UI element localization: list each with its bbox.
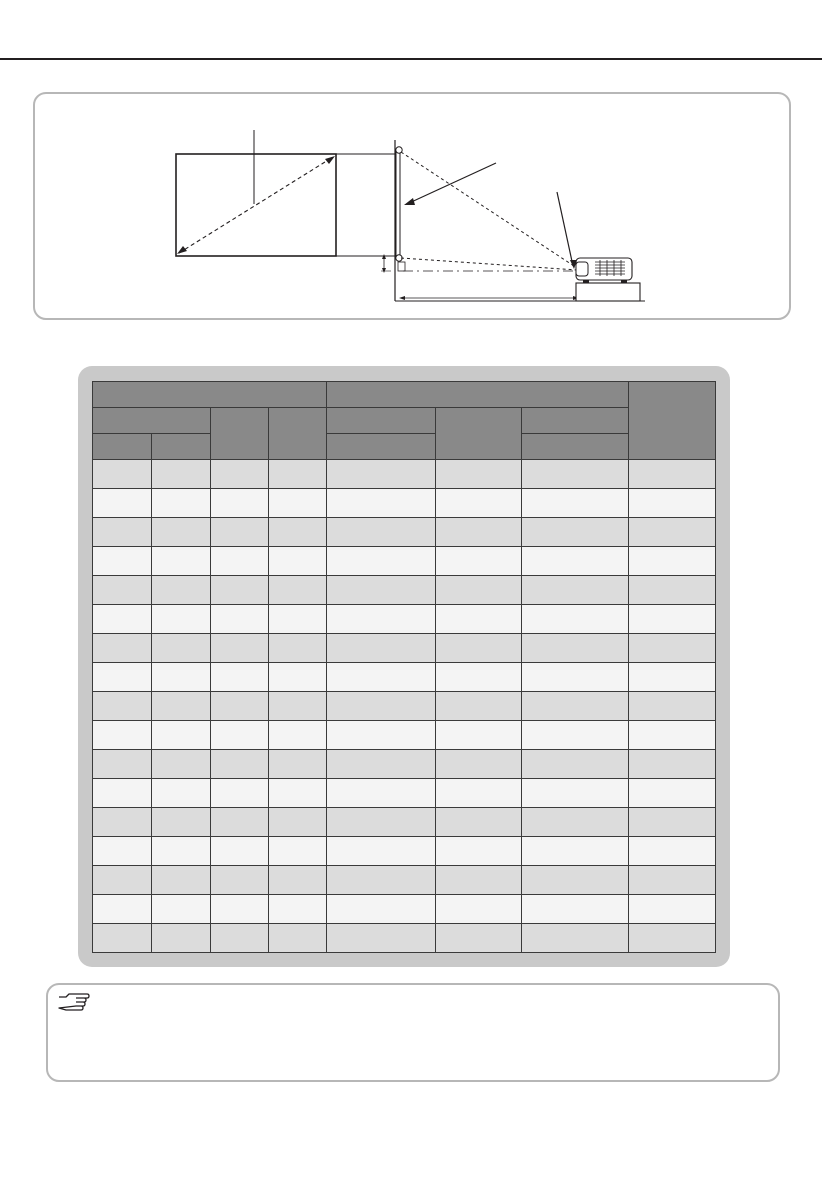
table-cell: [152, 837, 211, 866]
table-row: [93, 576, 716, 605]
table-cell: [152, 924, 211, 953]
table-cell: [211, 518, 269, 547]
table-cell: [211, 779, 269, 808]
table-cell: [436, 634, 522, 663]
table-cell: [269, 750, 327, 779]
table-cell: [629, 489, 716, 518]
screen-diagonal-arrow: [179, 157, 333, 253]
table-cell: [211, 576, 269, 605]
table-cell: [436, 924, 522, 953]
table-row: [93, 489, 716, 518]
table-cell: [629, 547, 716, 576]
table-cell: [93, 634, 152, 663]
table-cell: [152, 721, 211, 750]
screen-image-box: [176, 154, 336, 256]
table-cell: [629, 924, 716, 953]
note-panel: [46, 983, 780, 1082]
table-cell: [211, 750, 269, 779]
table-cell: [93, 808, 152, 837]
table-cell: [327, 808, 436, 837]
table-cell: [522, 518, 629, 547]
table-row: [93, 518, 716, 547]
table-row: [93, 605, 716, 634]
header-diagonal: [93, 408, 211, 434]
top-rule: [0, 58, 822, 60]
screen-base-block: [398, 262, 405, 271]
table-row: [93, 924, 716, 953]
projection-dimensions-table-panel: [78, 366, 730, 967]
table-cell: [436, 779, 522, 808]
table-cell: [152, 547, 211, 576]
table-cell: [522, 605, 629, 634]
table-cell: [152, 692, 211, 721]
table-row: [93, 808, 716, 837]
table-cell: [269, 866, 327, 895]
table-cell: [93, 866, 152, 895]
screen-side-view: [396, 151, 400, 258]
table-cell: [522, 866, 629, 895]
table-cell: [269, 460, 327, 489]
table-cell: [93, 547, 152, 576]
table-cell: [93, 779, 152, 808]
table-cell: [522, 460, 629, 489]
table-cell: [436, 692, 522, 721]
table-cell: [629, 518, 716, 547]
table-row: [93, 692, 716, 721]
table-cell: [629, 808, 716, 837]
table-cell: [522, 808, 629, 837]
table-cell: [522, 489, 629, 518]
table-cell: [327, 518, 436, 547]
table-cell: [629, 605, 716, 634]
table-cell: [327, 750, 436, 779]
header-diagonal-mm: [152, 434, 211, 460]
table-cell: [436, 518, 522, 547]
table-cell: [436, 895, 522, 924]
table-cell: [629, 866, 716, 895]
header-min-distance: [327, 408, 436, 434]
header-max-distance: [522, 408, 629, 434]
table-cell: [327, 547, 436, 576]
table-cell: [211, 547, 269, 576]
table-cell: [629, 895, 716, 924]
table-cell: [152, 489, 211, 518]
table-cell: [269, 808, 327, 837]
table-cell: [93, 576, 152, 605]
table-cell: [152, 779, 211, 808]
table-row: [93, 779, 716, 808]
table-cell: [152, 808, 211, 837]
table-row: [93, 866, 716, 895]
table-cell: [269, 721, 327, 750]
table-cell: [629, 837, 716, 866]
table-cell: [93, 895, 152, 924]
header-diagonal-inch: [93, 434, 152, 460]
table-cell: [93, 692, 152, 721]
table-cell: [269, 837, 327, 866]
table-cell: [629, 779, 716, 808]
table-cell: [211, 924, 269, 953]
table-cell: [436, 663, 522, 692]
table-cell: [436, 808, 522, 837]
table-cell: [629, 663, 716, 692]
table-cell: [211, 605, 269, 634]
table-cell: [211, 692, 269, 721]
table-cell: [93, 837, 152, 866]
table-cell: [436, 576, 522, 605]
table-cell: [436, 750, 522, 779]
table-cell: [211, 837, 269, 866]
table-cell: [522, 837, 629, 866]
table-cell: [269, 692, 327, 721]
table-cell: [436, 866, 522, 895]
projector-icon: [576, 258, 632, 283]
table-cell: [93, 750, 152, 779]
table-cell: [269, 895, 327, 924]
table-cell: [152, 866, 211, 895]
table-cell: [629, 576, 716, 605]
header-average: [436, 408, 522, 460]
table-body: [93, 460, 716, 953]
table-cell: [211, 663, 269, 692]
table-cell: [327, 837, 436, 866]
table-cell: [522, 721, 629, 750]
table-cell: [93, 721, 152, 750]
table-cell: [269, 663, 327, 692]
table-cell: [327, 663, 436, 692]
table-cell: [629, 460, 716, 489]
table-cell: [152, 460, 211, 489]
table-cell: [629, 692, 716, 721]
table-row: [93, 634, 716, 663]
table-cell: [522, 634, 629, 663]
table-cell: [629, 634, 716, 663]
table-cell: [152, 576, 211, 605]
table-cell: [93, 518, 152, 547]
table-cell: [327, 924, 436, 953]
table-cell: [152, 895, 211, 924]
table-cell: [93, 489, 152, 518]
lens-callout-arrow: [557, 192, 573, 266]
table-cell: [522, 576, 629, 605]
header-width: [269, 408, 327, 460]
projection-diagram-panel: [33, 92, 791, 320]
table-cell: [327, 866, 436, 895]
beam-bottom-line: [401, 258, 577, 270]
header-max-zoom: [522, 434, 629, 460]
table-cell: [522, 547, 629, 576]
table-row: [93, 895, 716, 924]
table-cell: [436, 547, 522, 576]
table-cell: [211, 460, 269, 489]
table-cell: [269, 489, 327, 518]
header-projection-distance: [327, 382, 629, 408]
header-screen-size: [93, 382, 327, 408]
table-cell: [327, 779, 436, 808]
table-cell: [436, 460, 522, 489]
table-cell: [93, 605, 152, 634]
header-vertical-offset: [629, 382, 716, 460]
table-cell: [522, 692, 629, 721]
table-row: [93, 460, 716, 489]
table-cell: [327, 460, 436, 489]
table-cell: [327, 721, 436, 750]
table-cell: [436, 721, 522, 750]
table-cell: [522, 750, 629, 779]
diagonal-arrowhead-top-right: [325, 156, 335, 164]
table-row: [93, 663, 716, 692]
table-cell: [152, 518, 211, 547]
diagonal-arrowhead-bottom-left: [177, 246, 187, 254]
table-cell: [211, 895, 269, 924]
table-row: [93, 837, 716, 866]
table-cell: [522, 895, 629, 924]
table-cell: [211, 634, 269, 663]
table-cell: [327, 634, 436, 663]
table-cell: [327, 489, 436, 518]
header-height: [211, 408, 269, 460]
table-cell: [211, 866, 269, 895]
table-cell: [522, 663, 629, 692]
beam-top-line: [401, 152, 577, 268]
table-cell: [152, 750, 211, 779]
table-cell: [269, 518, 327, 547]
header-min-zoom: [327, 434, 436, 460]
table-cell: [327, 692, 436, 721]
table-cell: [522, 924, 629, 953]
table-cell: [436, 489, 522, 518]
table-cell: [327, 576, 436, 605]
table-cell: [436, 605, 522, 634]
projection-dimensions-table: [92, 381, 716, 953]
screen-callout-arrow: [407, 163, 496, 204]
table-cell: [327, 605, 436, 634]
table-row: [93, 547, 716, 576]
table-row: [93, 750, 716, 779]
table-cell: [522, 779, 629, 808]
table-row: [93, 721, 716, 750]
projection-diagram: [35, 94, 793, 322]
table-cell: [269, 605, 327, 634]
table-cell: [211, 721, 269, 750]
table-cell: [152, 663, 211, 692]
table-cell: [327, 895, 436, 924]
table-cell: [152, 634, 211, 663]
table-cell: [269, 779, 327, 808]
table-cell: [269, 924, 327, 953]
table-cell: [93, 460, 152, 489]
table-cell: [436, 837, 522, 866]
table-cell: [93, 663, 152, 692]
table-cell: [152, 605, 211, 634]
table-cell: [269, 576, 327, 605]
table-cell: [93, 924, 152, 953]
table-cell: [211, 808, 269, 837]
table-cell: [629, 750, 716, 779]
table-cell: [269, 547, 327, 576]
table-cell: [269, 634, 327, 663]
pointing-hand-note-icon: [56, 990, 92, 1012]
table-cell: [629, 721, 716, 750]
table-cell: [211, 489, 269, 518]
projector-table: [576, 283, 640, 301]
